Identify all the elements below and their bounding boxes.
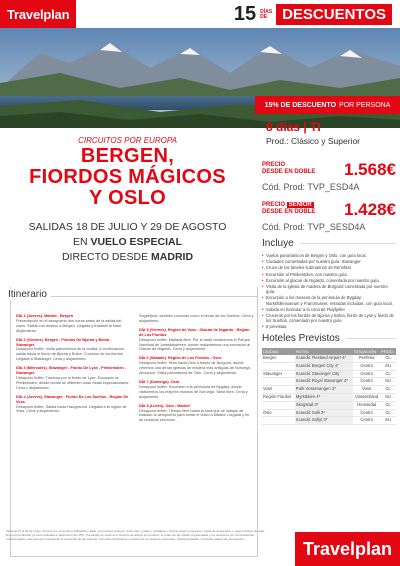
discount-badge: [255, 96, 400, 114]
city-cell: Oslo: [262, 409, 295, 417]
prod-cell: CL: [380, 409, 396, 417]
day-text: Desayuno buffet. Tiempo libre hasta la hora que se indique de traslado al aeropuerto para tomar el vuelo a Madrid. Llegada y fin de nuestros servicios.: [139, 408, 249, 423]
table-row: [262, 355, 396, 362]
city-cell: Región Fiordos: [262, 393, 295, 401]
day-text: Sognefjord, también conocido como el fiordo de los Sueños. Cena y alojamiento.: [139, 314, 254, 323]
day-heading: DÍA 7 (Domingo). Oslo.: [139, 379, 181, 384]
footer-logo[interactable]: Travelplan: [295, 532, 400, 566]
table-row: [262, 386, 396, 394]
column-header: SITUACIÓN: [353, 348, 380, 355]
itinerary-day: [139, 356, 254, 376]
promo-banner: [234, 3, 392, 26]
table-row: [262, 362, 396, 370]
list-item: • Excursión al glaciar de Nigardo, comentada por nuestro guía.: [262, 278, 396, 283]
hotel-cell: Scandic Stavanger City: [295, 370, 353, 378]
product-code: Cód. Prod: TVP_SESD4A: [262, 222, 366, 232]
price-label-1: PRECIO: [262, 202, 286, 208]
table-row: [262, 417, 396, 425]
list-item: • 8 previstas.: [262, 324, 396, 329]
day-heading: DÍA 1 (Jueves). Madrid - Bergen: [16, 314, 74, 318]
hotel-cell: Scandic Solli 3*: [295, 409, 353, 417]
includes-section: [262, 238, 396, 331]
discount-rest: POR PERSONA: [339, 101, 391, 109]
title-line-3: Y OSLO: [88, 187, 166, 209]
itinerary-column-1: [16, 314, 131, 427]
situation-cell: Hemsedal: [353, 401, 380, 409]
table-row: [262, 370, 396, 378]
city-cell: [262, 362, 295, 370]
city-cell: [262, 378, 295, 386]
itinerary-column-2: [139, 314, 254, 427]
hotel-cell: Scandic Royal Stavanger 4*: [295, 378, 353, 386]
list-item: • Excursión a los museos de la península de Bygdøy: Norksfolkmuseum y Frammuseet, entradas incluidas, con guía local.: [262, 295, 396, 305]
itinerary-day: [139, 380, 254, 400]
list-item: • Visita de la iglesia de madera de Borgund comentada por nuestro guía.: [262, 284, 396, 294]
dates-line-3: [0, 250, 255, 265]
column-header: CIUDAD: [262, 348, 295, 355]
list-item: • Subida en funicular a la cima de Fløyfjellet: [262, 307, 396, 312]
itinerary-day: [16, 366, 131, 391]
hotel-cell: Skogstad 3*: [295, 401, 353, 409]
day-heading: DÍA 5 (Viernes). Región de Voss - Glaciar de Nigardo - Región de Los Fiordos.: [139, 327, 250, 337]
day-text: Desayuno buffet. Ruta hacia Oslo a través de Borgund, donde veremos una de las iglesias de madera más antiguas de Noruega. Almuerzo. Visita panorámica de Oslo. Cena y alojamiento.: [139, 361, 251, 376]
price-value: 1.428€: [344, 200, 396, 219]
itinerary-day: [16, 314, 131, 334]
itinerary-day: [139, 404, 254, 424]
day-text: Desayuno buffet. Visita panorámica de la ciudad. A continuación, salida hacia el fiordo de Bjorna y Bolna. Cruceros de los fiordos. Llegada a Stavanger. Cena y alojamiento.: [16, 347, 125, 362]
title-line-1: BERGEN,: [80, 145, 175, 167]
situation-cell: Centro: [353, 417, 380, 425]
dates-line-2-pre: EN: [72, 236, 91, 248]
trip-title: [0, 146, 255, 209]
column-header: PROD.: [380, 348, 396, 355]
day-heading: DÍA 2 (Viernes). Bergen - Fiordos De Bjorna y Bolna - Stavanger.: [16, 337, 112, 347]
day-text: Desayuno buffet. Mañana libre. Por la tarde visitaremos el Parque Nacional de Jostedalsbreen, donde realizaremos una excursión al Glaciar de Nigardo. Cena y alojamiento.: [139, 337, 251, 352]
promo-dias: DÍAS DE: [260, 8, 273, 20]
city-cell: Stavanger: [262, 370, 295, 378]
dates-line-3-pre: DIRECTO DESDE: [61, 251, 152, 263]
trip-info: [266, 120, 396, 146]
product-code: Cód. Prod: TVP_ESD4A: [262, 182, 360, 192]
title-line-2: FIORDOS MÁGICOS: [29, 166, 226, 188]
prod-cell: CL: [380, 386, 396, 394]
itinerary-day: [16, 395, 131, 415]
itinerary-columns: [16, 314, 254, 427]
includes-title: Incluye: [262, 238, 396, 249]
situation-cell: Centro: [353, 378, 380, 386]
departure-city: MADRID: [151, 251, 194, 263]
prod-cell: SU: [380, 393, 396, 401]
day-text: Desayuno buffet. Salida hacia Haugesund. Llegada a la región de Voss. Cena y alojamiento.: [16, 404, 127, 414]
prod-cell: SU: [380, 378, 396, 386]
list-item: • Vuelos panorámicos de Bergen y Oslo, con guía local.: [262, 253, 396, 258]
situation-cell: Voss: [353, 386, 380, 394]
hotel-cell: Scandic Flesland Airport 4*: [295, 355, 353, 362]
city-cell: [262, 417, 295, 425]
prod-cell: SU: [380, 417, 396, 425]
day-heading: DÍA 8 (Lunes). Oslo - Madrid: [139, 403, 190, 408]
dates-line-1: SALIDAS 18 DE JULIO Y 29 DE AGOSTO: [28, 221, 227, 233]
header: [0, 0, 400, 28]
table-row: [262, 401, 396, 409]
price-label-2: DESDE EN DOBLE: [262, 209, 316, 215]
city-cell: [262, 401, 295, 409]
table-row: [262, 409, 396, 417]
senior-badge: SENIOR: [288, 202, 312, 208]
itinerary-title: Itinerario: [8, 289, 51, 300]
list-item: • Cruce de los túneles submarinos de Rennfast: [262, 265, 396, 270]
prod-cell: SU: [380, 362, 396, 370]
includes-list: [262, 253, 396, 330]
situation-cell: Vossestrand: [353, 393, 380, 401]
promo-word: DESCUENTOS: [276, 4, 392, 25]
situation-cell: Centro: [353, 362, 380, 370]
day-heading: DÍA 4 (Jueves). Stavanger - Fiordo De Los Sueños - Región De Voss.: [16, 394, 129, 404]
hotel-cell: Myrkdalen 4*: [295, 393, 353, 401]
city-cell: Bergen: [262, 355, 295, 362]
table-row: [262, 393, 396, 401]
hotels-table: [262, 348, 396, 425]
table-header-row: [262, 348, 396, 355]
product-type: Prod.: Clásico y Superior: [266, 136, 361, 146]
table-row: [262, 378, 396, 386]
circuit-category: CIRCUITOS POR EUROPA: [78, 136, 177, 145]
day-text: Desayuno buffet. Excursión a la península de Bygdøy, donde visitaremos los mejores museos de Noruega. Tarde libre. Cena y alojamiento.: [139, 384, 248, 399]
prod-cell: CL: [380, 370, 396, 378]
day-heading: DÍA 6 (Sábado). Región de Los Fiordos - Oslo.: [139, 356, 222, 361]
itinerary-day: [139, 328, 254, 353]
day-text: Desayuno buffet. Travesía por el fiordo de Lyse. Excursión al Preikestolen, desde donde se obtienen unas vistas espectaculares. Cena y alojamiento.: [16, 375, 130, 390]
situation-cell: Centro: [353, 409, 380, 417]
travelplan-logo[interactable]: Travelplan: [0, 0, 76, 28]
price-label-2: DESDE EN DOBLE: [262, 169, 316, 175]
price-standard: [262, 160, 396, 196]
day-text: Presentación en el aeropuerto dos horas antes de la salida del vuelo. Salida con destino a Bergen. Llegada y traslado al hotel. Alojamiento.: [16, 318, 123, 333]
list-item: • Cruceros por los fiordos de Bjorna y Bolna, fiordo de Lyse y fiordo de los Sueños, comentado por nuestro guía: [262, 313, 396, 323]
itinerary-day: [16, 338, 131, 363]
flight-type: VUELO ESPECIAL: [90, 236, 183, 248]
situation-cell: Periferia: [353, 355, 380, 362]
day-heading: DÍA 3 (Miércoles). Stavanger - Fiordo De Lyse - Preikestolen - Stavanger.: [16, 366, 127, 376]
prod-cell: CL: [380, 355, 396, 362]
trip-duration: 8 días | TI: [266, 120, 321, 134]
city-cell: Voss: [262, 386, 295, 394]
price-label-1: PRECIO: [262, 162, 286, 168]
price-senior: [262, 200, 396, 236]
hotel-cell: Park Vossevangen 3*: [295, 386, 353, 394]
promo-number: 15: [233, 3, 257, 25]
legal-footer-text: Venta del 5 al 20 de mayo. Precios por persona en habitación doble. Los precios incluyen: avión ida y vuelta + traslados + circuito según programa + tasas de aeropuerto + seguro básico de viaje. El precio publicado ya tiene aplicado el descuento del 15%. Travelplan se reserva el derecho de alterar los horarios, el orden de las visitas programadas y los itinerarios por circunstancias excepcionales, para siempre respetando el contenido de las mismas. Consulte condiciones y precios de los seguros opcionales. Plazas limitadas. Consultar gastos de cancelación.: [6, 529, 266, 541]
price-label: [262, 162, 315, 176]
list-item: • Ciudades comentadas por nuestro guía: Stavanger: [262, 259, 396, 264]
hotels-title: Hoteles Previstos: [262, 333, 396, 344]
departure-dates: [0, 220, 255, 265]
hotels-section: [262, 333, 396, 425]
itinerary-day: [139, 314, 254, 324]
column-header: HOTEL: [295, 348, 353, 355]
dates-line-2: [0, 235, 255, 250]
list-item: • Excursión al Preikestolen, con nuestro guía.: [262, 272, 396, 277]
price-value: 1.568€: [344, 160, 396, 179]
prod-cell: CL: [380, 401, 396, 409]
discount-percent: 15% DE DESCUENTO: [264, 101, 337, 109]
hotel-cell: Scandic Bergen City 4*: [295, 362, 353, 370]
situation-cell: Centro: [353, 370, 380, 378]
hotel-cell: Scandic Sofiyt 3*: [295, 417, 353, 425]
price-label: [262, 202, 315, 216]
